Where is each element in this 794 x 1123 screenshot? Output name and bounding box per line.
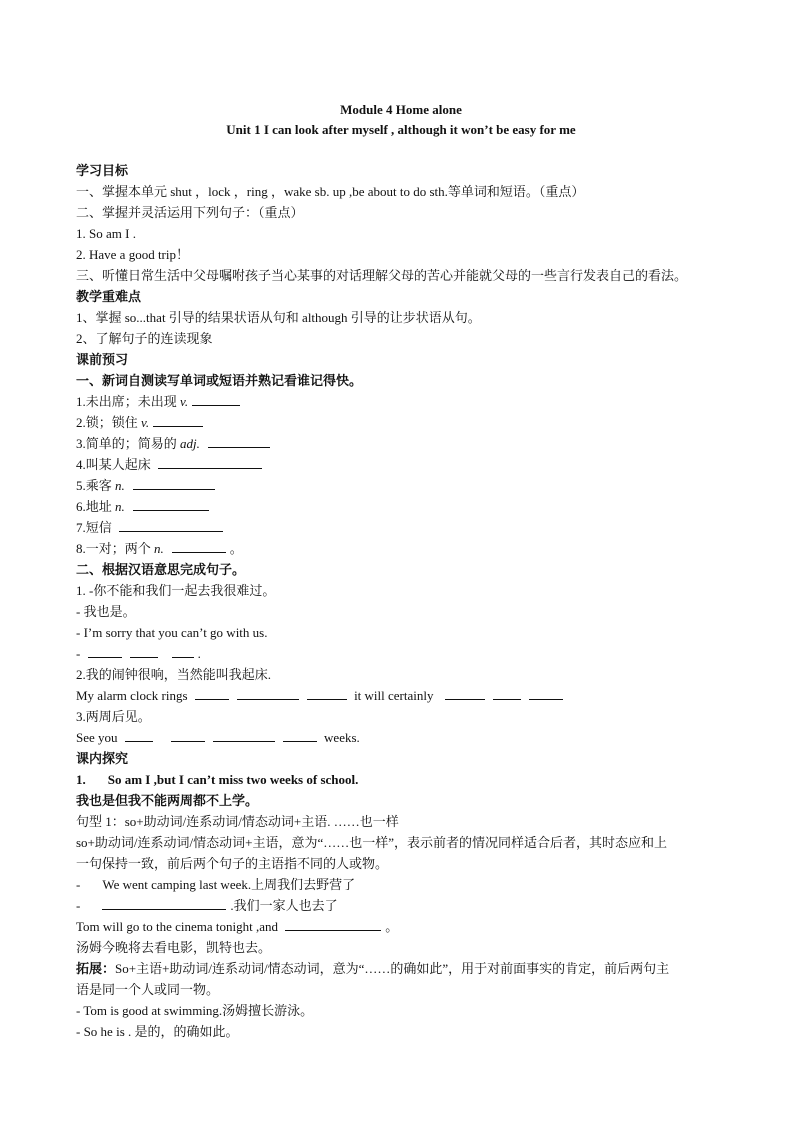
word-item bbox=[76, 433, 726, 454]
word-prompt: 4.叫某人起床 bbox=[76, 457, 155, 472]
word-item bbox=[76, 412, 726, 433]
q2-text-b: it will certainly bbox=[350, 688, 437, 703]
answer-blank[interactable] bbox=[195, 685, 229, 700]
word-pos: n. bbox=[115, 499, 125, 514]
answer-blank[interactable] bbox=[158, 454, 262, 469]
answer-blank[interactable] bbox=[119, 517, 223, 532]
answer-blank[interactable] bbox=[208, 433, 270, 448]
part1-heading: 一、新词自测读写单词或短语并熟记看谁记得快。 bbox=[76, 373, 363, 388]
answer-blank[interactable] bbox=[172, 538, 226, 553]
word-suffix: 。 bbox=[229, 541, 243, 556]
objective-1: 一、掌握本单元 shut ，lock ，ring ，wake sb. up ,be about to do sth.等单词和短语。（重点） bbox=[76, 184, 585, 199]
q3-text-a: See you bbox=[76, 730, 121, 745]
keypoint-1: 1、掌握 so...that 引导的结果状语从句和 although 引导的让步状语从句。 bbox=[76, 310, 481, 325]
word-item bbox=[76, 496, 726, 517]
word-prompt: 1.未出席；未出现 bbox=[76, 394, 181, 409]
dash: - bbox=[76, 877, 81, 892]
extension-example-1: - Tom is good at swimming.汤姆擅长游泳。 bbox=[76, 1003, 314, 1018]
word-prompt: 6.地址 bbox=[76, 499, 116, 514]
example-text: .我们一家人也去了 bbox=[230, 898, 338, 913]
point1-chinese: 我也是但我不能两周都不上学。 bbox=[76, 793, 259, 808]
example-text: Tom will go to the cinema tonight ,and bbox=[76, 919, 282, 934]
period: . bbox=[197, 646, 201, 661]
word-pos: v. bbox=[180, 394, 189, 409]
q1-answer-line bbox=[76, 643, 726, 664]
answer-blank[interactable] bbox=[307, 685, 347, 700]
word-pos: n. bbox=[115, 478, 125, 493]
part2-heading: 二、根据汉语意思完成句子。 bbox=[76, 562, 246, 577]
objective-3: 三、听懂日常生活中父母嘱咐孩子当心某事的对话理解父母的苦心并能就父母的一些言行发表自己的看法。 bbox=[76, 268, 688, 283]
answer-blank[interactable] bbox=[88, 643, 122, 658]
example-1 bbox=[76, 874, 726, 895]
unit-title: Unit 1 I can look after myself , although it won’t be easy for me bbox=[226, 122, 576, 137]
word-prompt: 2.锁；锁住 bbox=[76, 415, 142, 430]
extension-1 bbox=[76, 958, 726, 979]
answer-blank[interactable] bbox=[172, 643, 194, 658]
answer-blank[interactable] bbox=[130, 643, 158, 658]
answer-blank[interactable] bbox=[283, 727, 317, 742]
answer-blank[interactable] bbox=[102, 895, 226, 910]
objective-2: 二、掌握并灵活运用下列句子：（重点） bbox=[76, 205, 304, 220]
spacer bbox=[76, 140, 726, 160]
q3-text-b: weeks. bbox=[320, 730, 360, 745]
extension-text: So+主语+助动词/连系动词/情态动词，意为“……的确如此”，用于对前面事实的肯定，前后两句主 bbox=[115, 961, 670, 976]
word-prompt: 3.简单的；简易的 bbox=[76, 436, 181, 451]
word-prompt: 7.短信 bbox=[76, 520, 116, 535]
explore-heading: 课内探究 bbox=[76, 751, 129, 766]
dash: - bbox=[76, 898, 81, 913]
dash: - bbox=[76, 646, 84, 661]
answer-blank[interactable] bbox=[125, 727, 153, 742]
answer-blank[interactable] bbox=[171, 727, 205, 742]
point-number: 1. bbox=[76, 772, 86, 787]
document-page bbox=[76, 96, 726, 1042]
word-item bbox=[76, 475, 726, 496]
word-pos: adj. bbox=[180, 436, 200, 451]
answer-blank[interactable] bbox=[285, 916, 381, 931]
word-prompt: 8.一对；两个 bbox=[76, 541, 155, 556]
q1-chinese-1: 1. -你不能和我们一起去我很难过。 bbox=[76, 583, 276, 598]
word-item bbox=[76, 517, 726, 538]
point-english: So am I ,but I can’t miss two weeks of school. bbox=[107, 772, 359, 787]
word-pos: n. bbox=[154, 541, 164, 556]
example-3-chinese: 汤姆今晚将去看电影，凯特也去。 bbox=[76, 940, 272, 955]
extension-2: 语是同一个人或同一物。 bbox=[76, 982, 220, 997]
point1-title bbox=[76, 769, 726, 790]
keypoints-heading: 教学重难点 bbox=[76, 289, 142, 304]
objectives-heading: 学习目标 bbox=[76, 163, 129, 178]
word-prompt: 5.乘客 bbox=[76, 478, 116, 493]
answer-blank[interactable] bbox=[445, 685, 485, 700]
extension-label: 拓展： bbox=[76, 961, 116, 976]
answer-blank[interactable] bbox=[237, 685, 299, 700]
keypoint-2: 2、了解句子的连读现象 bbox=[76, 331, 213, 346]
example-text: We went camping last week.上周我们去野营了 bbox=[102, 877, 356, 892]
example-text: 。 bbox=[385, 919, 399, 934]
q2-english bbox=[76, 685, 726, 706]
word-item bbox=[76, 391, 726, 412]
preview-heading: 课前预习 bbox=[76, 352, 129, 367]
q2-chinese: 2.我的闹钟很响，当然能叫我起床. bbox=[76, 667, 272, 682]
answer-blank[interactable] bbox=[529, 685, 563, 700]
answer-blank[interactable] bbox=[192, 391, 240, 406]
answer-blank[interactable] bbox=[493, 685, 521, 700]
pattern-1: 句型 1：so+助动词/连系动词/情态动词+主语. ……也一样 bbox=[76, 814, 399, 829]
answer-blank[interactable] bbox=[133, 475, 215, 490]
answer-blank[interactable] bbox=[133, 496, 209, 511]
word-pos: v. bbox=[141, 415, 150, 430]
answer-blank[interactable] bbox=[153, 412, 203, 427]
word-item bbox=[76, 454, 726, 475]
word-item bbox=[76, 538, 726, 559]
q3-chinese: 3.两周后见。 bbox=[76, 709, 151, 724]
explain-line-2: 一句保持一致，前后两个句子的主语指不同的人或物。 bbox=[76, 856, 389, 871]
explain-line-1: so+助动词/连系动词/情态动词+主语，意为“……也一样”，表示前者的情况同样适合后者，其时态应和上 bbox=[76, 835, 667, 850]
q1-chinese-2: - 我也是。 bbox=[76, 604, 136, 619]
sentence-2: 2. Have a good trip！ bbox=[76, 247, 190, 262]
example-3 bbox=[76, 916, 726, 937]
q3-english bbox=[76, 727, 726, 748]
sentence-1: 1. So am I . bbox=[76, 226, 136, 241]
example-2 bbox=[76, 895, 726, 916]
q2-text-a: My alarm clock rings bbox=[76, 688, 191, 703]
answer-blank[interactable] bbox=[213, 727, 275, 742]
extension-example-2: - So he is . 是的，的确如此。 bbox=[76, 1024, 239, 1039]
module-title: Module 4 Home alone bbox=[340, 102, 462, 117]
q1-english: - I’m sorry that you can’t go with us. bbox=[76, 625, 268, 640]
